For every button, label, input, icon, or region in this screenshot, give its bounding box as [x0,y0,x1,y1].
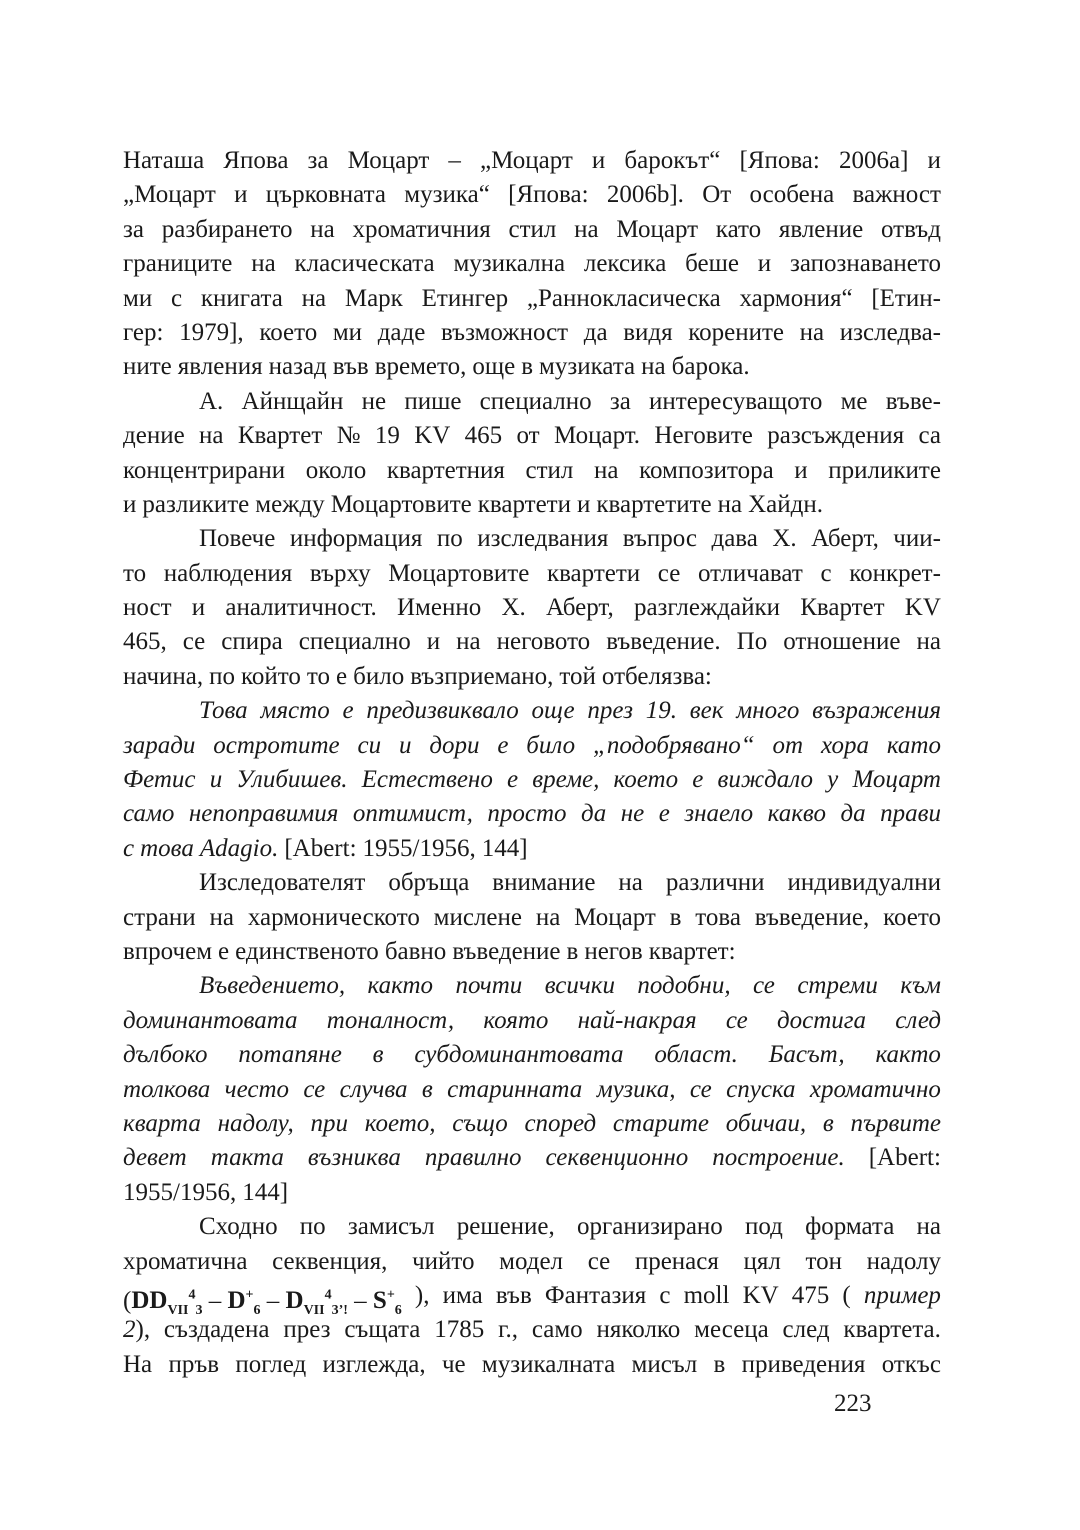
text-line: На пръв поглед изглежда, че музикалната мисъл в приведения откъс [123,1350,941,1378]
text-line: концентрирани около квартетния стил на композитора и приликите [123,456,941,484]
text-line: Сходно по замисъл решение, организирано под формата на [199,1213,941,1241]
page-body [123,144,941,1382]
text-line: с това Adagio. [Abert: 1955/1956, 144] [123,834,528,862]
text-line: 1955/1956, 144] [123,1178,289,1206]
text-line: 465, се спира специално и на неговото въведение. По отношение на [123,628,941,656]
text-line: заради остротите си и дори е било „подобрявано“ от хора като [123,731,941,759]
text-line: границите на класическата музикална лексика беше и запознаването [123,250,941,278]
text-line: Изследователят обръща внимание на различни индивидуални [199,869,941,897]
text-line: 2), създадена през същата 1785 г., само няколко месеца след квартета. [123,1316,941,1344]
text-line: ми с книгата на Марк Етингер „Раннокласическа хармония“ [Етин- [123,284,941,312]
text-line: само непоправимия оптимист, просто да не е знаело какво да прави [123,800,941,828]
text-line: хроматична секвенция, чийто модел се пренася цял тон надолу [123,1247,941,1275]
text-line: то наблюдения върху Моцартовите квартети се отличават с конкрет- [123,559,941,587]
text-line: доминантовата тоналност, която най-накрая се достига след [123,1006,941,1034]
text-line: Фетис и Улибишев. Естествено е време, което е виждало у Моцарт [123,766,941,794]
text-line: дълбоко потапяне в субдоминантовата област. Басът, както [123,1041,941,1069]
text-line: „Моцарт и църковната музика“ [Япова: 2006b]. От особена важност [123,181,941,209]
text-line: впрочем е единственото бавно въведение в негов квартет: [123,937,736,965]
text-line: Повече информация по изследвания въпрос дава Х. Аберт, чии- [199,525,941,553]
text-line: ност и аналитичност. Именно Х. Аберт, разглеждайки Квартет KV [123,594,941,622]
page-number: 223 [834,1390,872,1417]
text-line: ните явления назад във времето, още в музиката на барока. [123,353,750,381]
text-line: дение на Квартет № 19 KV 465 от Моцарт. Неговите разсъждения са [123,422,941,450]
text-line: Наташа Япова за Моцарт – „Моцарт и барокът“ [Япова: 2006a] и [123,147,941,174]
text-line: страни на хармоническото мислене на Моцарт в това въведение, което [123,903,941,931]
text-line: и разликите между Моцартовите квартети и квартетите на Хайдн. [123,490,823,518]
text-line: Това място е предизвиквало още през 19. век много възражения [199,697,941,725]
text-line: девет такта възниква правилно секвенционно построение. [Abert: [123,1144,941,1172]
text-line: гер: 1979], което ми даде възможност да видя корените на изследва- [123,318,941,346]
text-line: толкова често се случва в старинната музика, се спуска хроматично [123,1075,941,1103]
harmonic-formula: ($DD_{VII}^4_3 - D^+_6 - D_{VII}^4_{3’!} - S^+_6$ [123,1287,402,1319]
text-line: за разбирането на хроматичния стил на Моцарт като явление отвъд [123,215,941,243]
text-line: Въведението, както почти всички подобни, се стреми към [199,972,941,1000]
text-line: А. Айнщайн не пише специално за интересуващото ме въве- [199,387,941,415]
text-line: начина, по който то е било възприемано, той отбелязва: [123,662,712,690]
text-line: ($DD_{VII}^4_3 - D^+_6 - D_{VII}^4_{3’!} - S^+_6$ ), има във Фантазия c moll KV 475 ( пример [123,1279,941,1313]
text-line: кварта надолу, при което, също според старите обичаи, в първите [123,1109,941,1137]
